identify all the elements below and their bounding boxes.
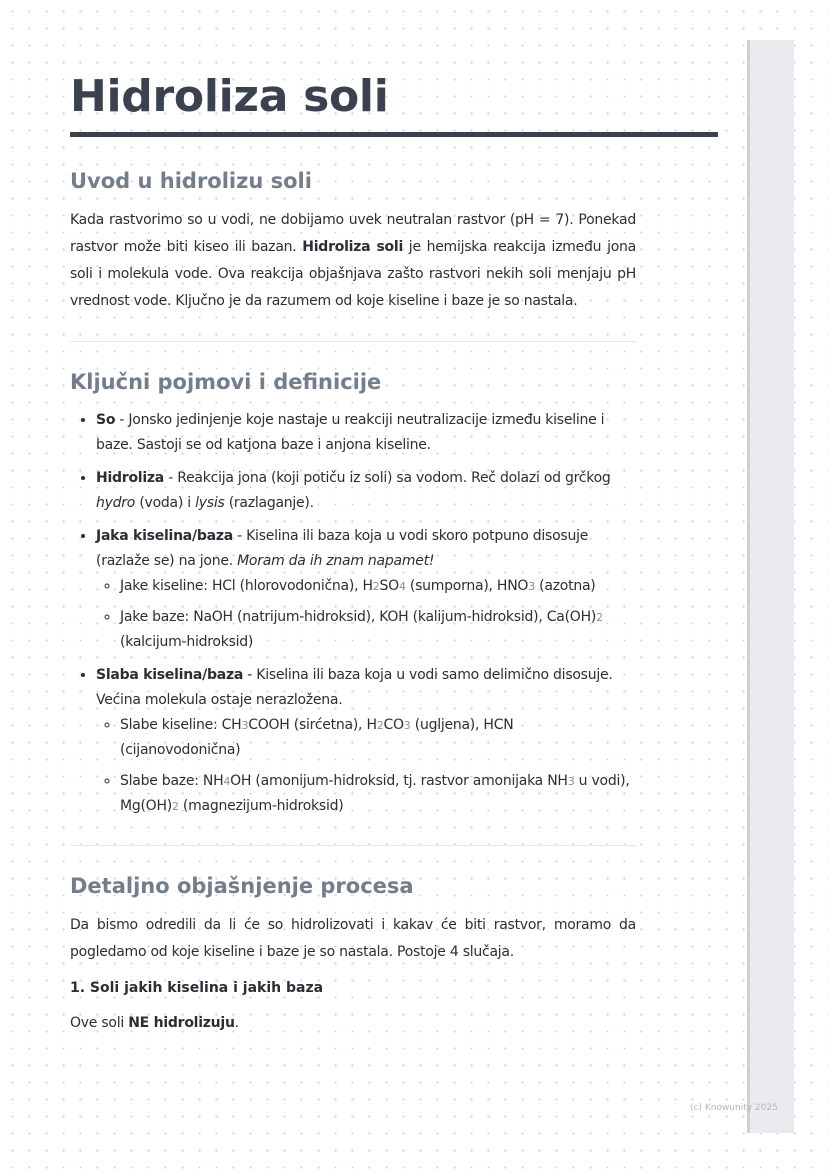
list-item: • Hidroliza - Reakcija jona (koji potiču iz soli) sa vodom. Reč dolazi od grčkog hydro (voda) i lysis (razlaganje). bbox=[96, 466, 636, 516]
definitions-list bbox=[70, 408, 636, 819]
copyright-text: (c) Knowunity 2025 bbox=[690, 1103, 778, 1113]
title-underline bbox=[70, 132, 718, 137]
sub-list-item: ◦ Slabe kiseline: CH3COOH (sirćetna), H2CO3 (ugljena), HCN (cijanovodonična) bbox=[120, 713, 636, 763]
case-1-title: 1. Soli jakih kiselina i jakih baza bbox=[70, 980, 324, 996]
case-1-text: Ove soli NE hidrolizuju. bbox=[70, 1015, 239, 1031]
sub-list-item: ◦ Jake kiseline: HCl (hlorovodonična), H2SO4 (sumporna), HNO3 (azotna) bbox=[120, 574, 636, 599]
detail-heading: Detaljno objašnjenje procesa bbox=[70, 874, 414, 898]
sub-list bbox=[96, 574, 636, 655]
sub-list bbox=[96, 713, 636, 819]
right-margin-bar bbox=[747, 40, 794, 1133]
list-item: • So - Jonsko jedinjenje koje nastaje u reakciji neutralizacije između kiseline i baze. Sastoji se od katjona baze i anjona kiseline. bbox=[96, 408, 636, 458]
list-item: • Slaba kiselina/baza - Kiselina ili baza koja u vodi samo delimično disosuje. Većina molekula ostaje nerazložena. ◦ Slabe kiseline: CH3COOH (sirćetna), H2CO3 (ugljena), HCN (cijanovodonična) ◦ Slabe baze: NH4OH (amonijum-hidroksid, tj. rastvor amonijaka NH3 u vodi), Mg(OH)2 (magnezijum-hidroksid) bbox=[96, 663, 636, 819]
detail-paragraph: Da bismo odredili da li će so hidrolizovati i kakav će biti rastvor, moramo da pogledamo od koje kiseline i baze je so nastala. Postoje 4 slučaja. bbox=[70, 917, 636, 960]
list-item: • Jaka kiselina/baza - Kiselina ili baza koja u vodi skoro potpuno disosuje (razlaže se) na jone. Moram da ih znam napamet! ◦ Jake kiseline: HCl (hlorovodonična), H2SO4 (sumporna), HNO3 (azotna) ◦ Jake baze: NaOH (natrijum-hidroksid), KOH (kalijum-hidroksid), Ca(OH)2 (kalcijum-hidroksid) bbox=[96, 524, 636, 655]
section-divider bbox=[70, 341, 636, 342]
intro-bold-term: Hidroliza soli bbox=[302, 239, 404, 255]
page-title: Hidroliza soli bbox=[70, 71, 389, 122]
defs-heading: Ključni pojmovi i definicije bbox=[70, 370, 382, 394]
document-page bbox=[70, 72, 636, 1037]
sub-list-item: ◦ Jake baze: NaOH (natrijum-hidroksid), KOH (kalijum-hidroksid), Ca(OH)2 (kalcijum-hidroksid) bbox=[120, 605, 636, 655]
sub-list-item: ◦ Slabe baze: NH4OH (amonijum-hidroksid, tj. rastvor amonijaka NH3 u vodi), Mg(OH)2 (magnezijum-hidroksid) bbox=[120, 769, 636, 819]
section-divider bbox=[70, 845, 636, 846]
intro-heading: Uvod u hidrolizu soli bbox=[70, 169, 312, 193]
intro-paragraph: Kada rastvorimo so u vodi, ne dobijamo uvek neutralan rastvor (pH = 7). Ponekad rastvor može biti kiseo ili bazan. Hidroliza soli je hemijska reakcija između jona soli i molekula vode. Ova reakcija objašnjava zašto rastvori nekih soli menjaju pH vrednost vode. Ključno je da razumem od koje kiseline i baze je so nastala. bbox=[70, 212, 636, 309]
